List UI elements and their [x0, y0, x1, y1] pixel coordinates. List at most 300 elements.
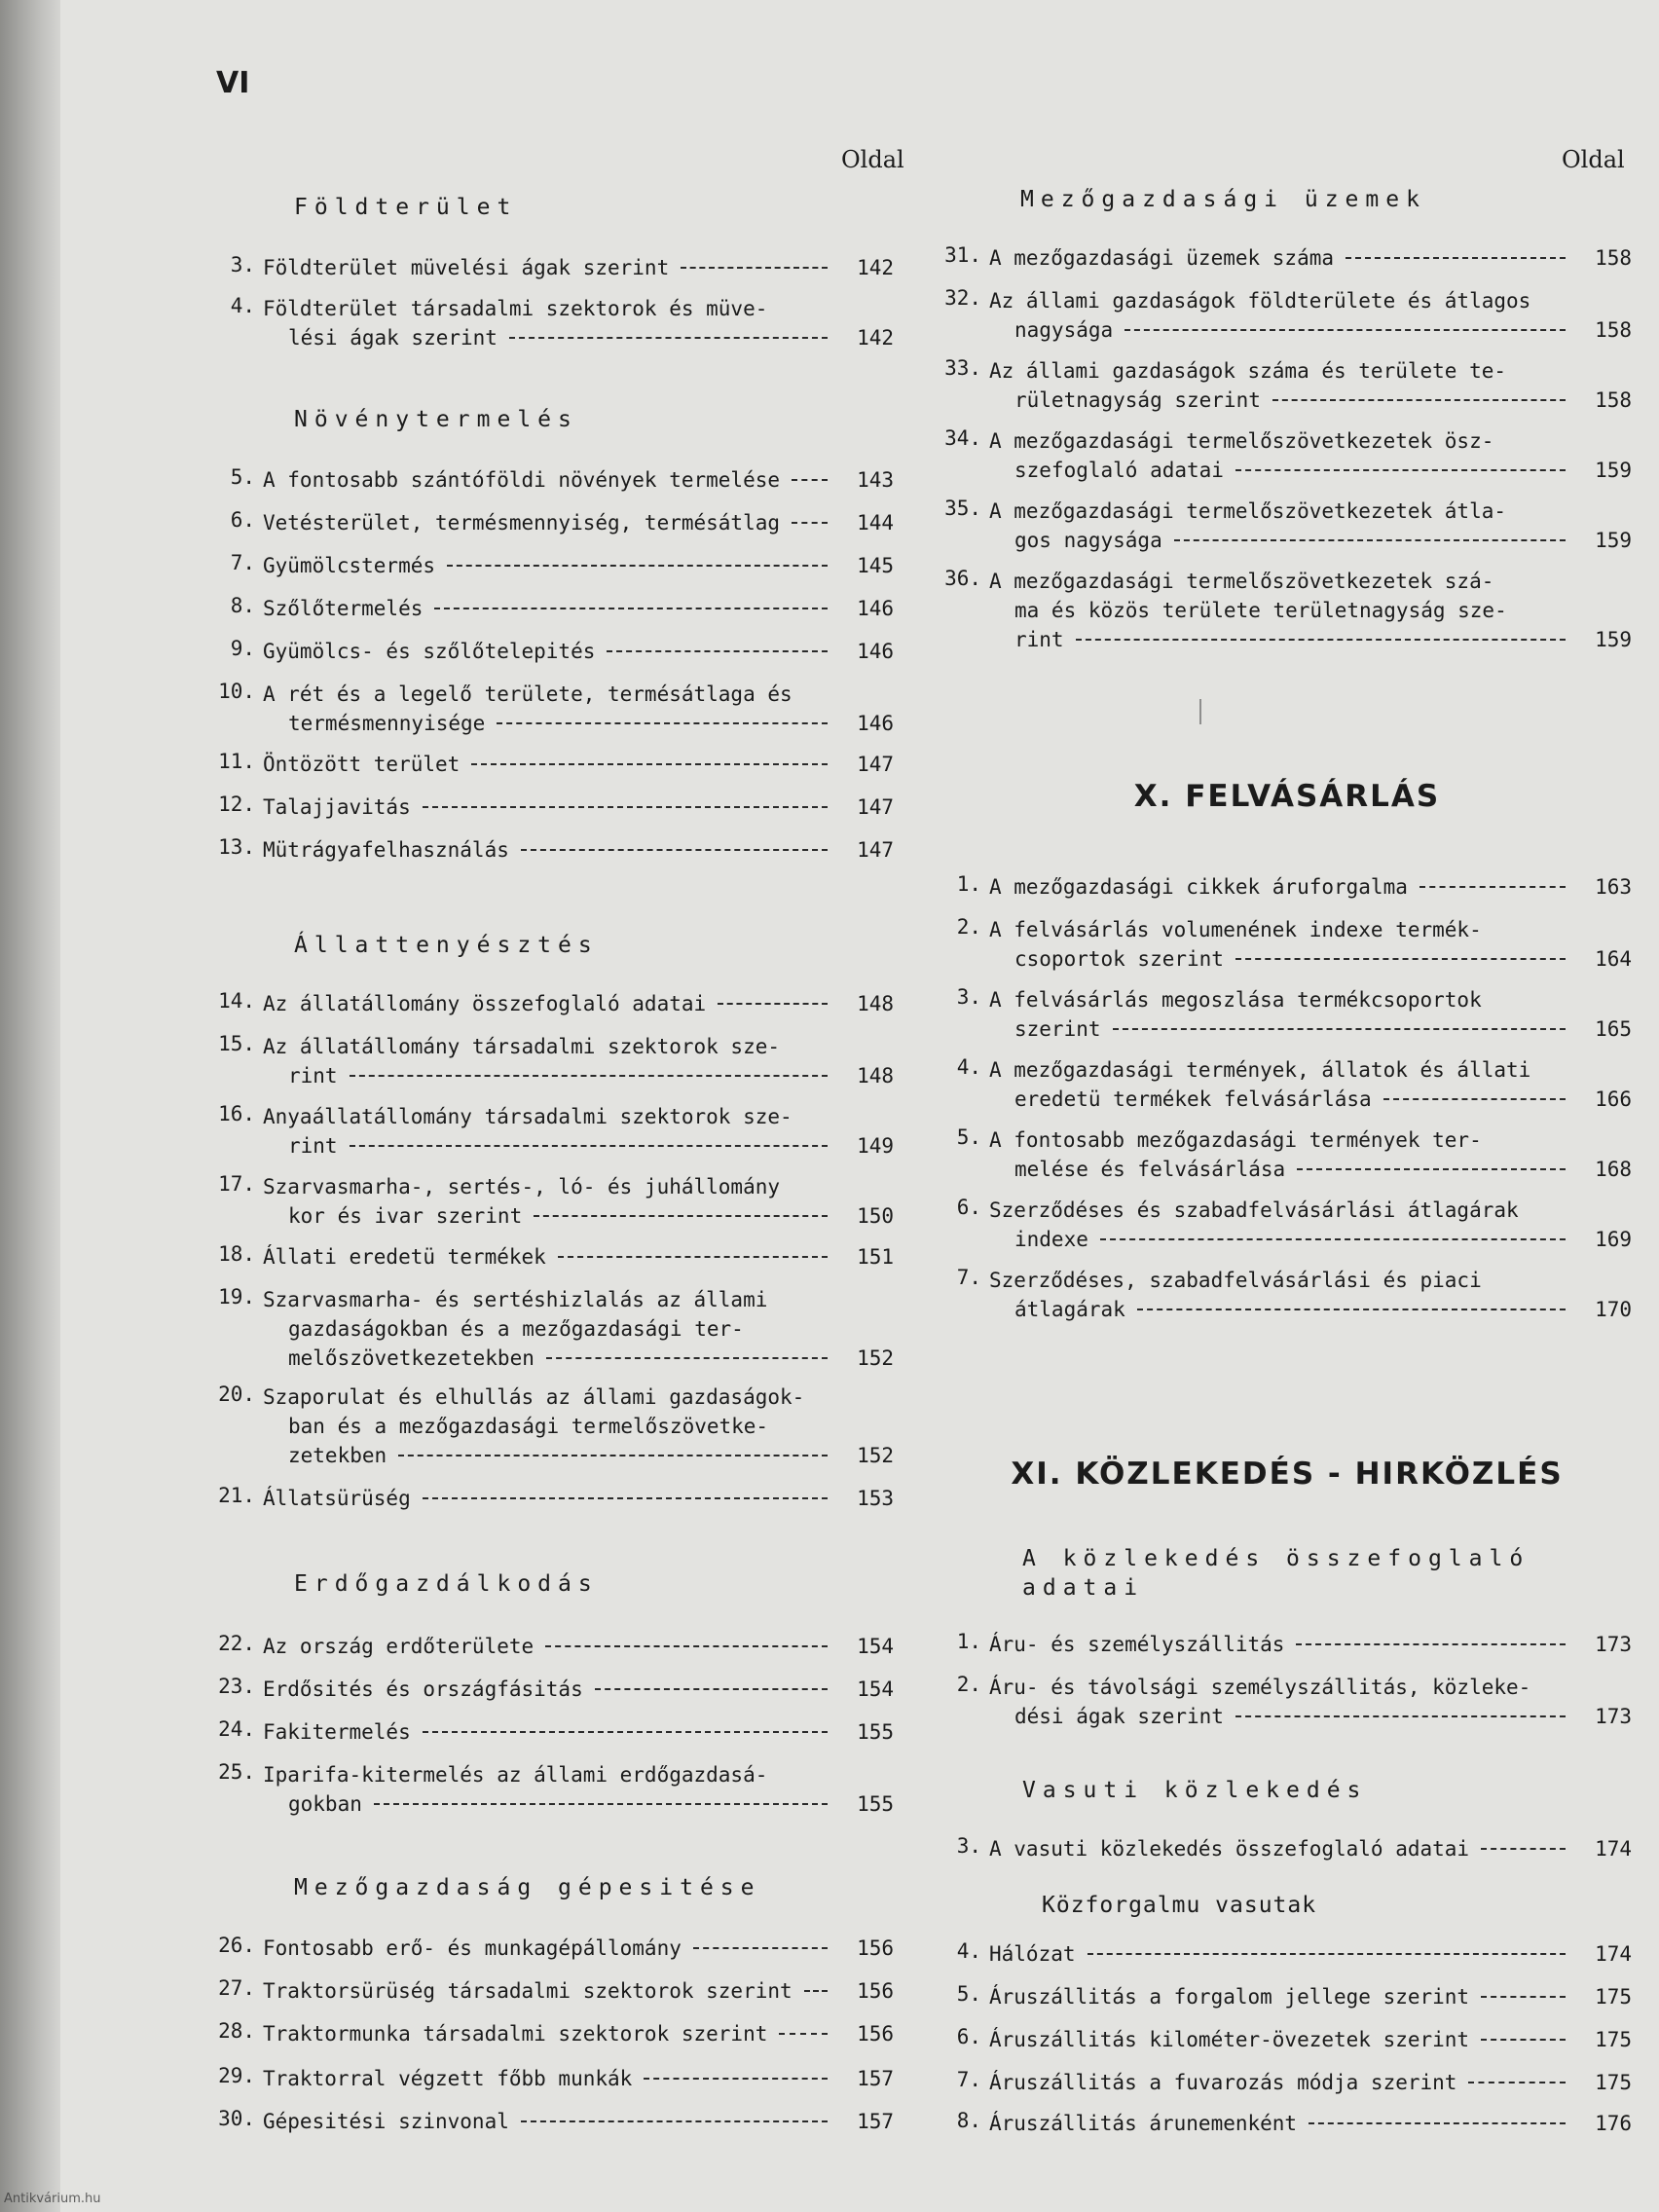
dotted-leader	[1137, 1309, 1566, 1310]
entry-number: 1.	[956, 872, 981, 896]
entry-title-text: lési ágak szerint	[288, 326, 498, 350]
entry-number: 13.	[218, 835, 255, 859]
subsection-title: A közlekedés összefoglaló	[1022, 1546, 1530, 1571]
entry-title-line	[263, 637, 828, 666]
entry-number: 4.	[956, 1939, 981, 1963]
entry-title	[263, 594, 828, 623]
entry-title-line	[263, 709, 828, 738]
entry-title-line	[989, 1939, 1566, 1969]
entry-title	[989, 1939, 1566, 1969]
entry-page-number: 150	[857, 1204, 894, 1228]
entry-title-line	[263, 323, 828, 352]
dotted-leader	[350, 1145, 828, 1147]
entry-title-text: rint	[1014, 628, 1064, 651]
dotted-leader	[1296, 1643, 1566, 1645]
entry-title	[989, 872, 1566, 902]
dotted-leader	[521, 2120, 828, 2122]
entry-number: 16.	[218, 1102, 255, 1125]
dotted-leader	[1346, 257, 1566, 259]
entry-title	[263, 793, 828, 822]
entry-title-line	[263, 2064, 828, 2093]
entry-number: 17.	[218, 1172, 255, 1196]
entry-title-text: Szőlőtermelés	[263, 597, 424, 620]
entry-title	[989, 1125, 1566, 1184]
subsection-title: Vasuti közlekedés	[1022, 1778, 1368, 1803]
entry-number: 35.	[944, 497, 981, 520]
dotted-leader	[1235, 1715, 1566, 1717]
entry-page-number: 142	[857, 256, 894, 279]
entry-title-text: Erdősités és országfásitás	[263, 1677, 583, 1701]
entry-page-number: 169	[1595, 1228, 1632, 1251]
entry-title-line: A felvásárlás megoszlása termékcsoportok	[989, 988, 1482, 1012]
subsection-title: adatai	[1022, 1575, 1145, 1601]
entry-title-text: A mezőgazdasági üzemek száma	[989, 246, 1335, 270]
entry-title	[989, 286, 1566, 345]
entry-title-line: Iparifa-kitermelés az állami erdőgazdasá-	[263, 1763, 768, 1787]
entry-title	[989, 356, 1566, 415]
entry-title-text: Vetésterület, termésmennyiség, termésátlag	[263, 511, 781, 535]
entry-title	[989, 1834, 1566, 1863]
entry-title-text: A mezőgazdasági cikkek áruforgalma	[989, 875, 1408, 899]
entry-title-text: Fontosabb erő- és munkagépállomány	[263, 1936, 682, 1960]
entry-page-number: 145	[857, 554, 894, 577]
entry-title-line: A mezőgazdasági termelőszövetkezetek átla-	[989, 499, 1507, 523]
dotted-leader	[1468, 2082, 1566, 2083]
entry-page-number: 157	[857, 2067, 894, 2090]
entry-page-number: 159	[1595, 529, 1632, 552]
entry-number: 18.	[218, 1242, 255, 1266]
entry-page-number: 157	[857, 2110, 894, 2133]
entry-title	[263, 508, 828, 537]
entry-title-line: Szarvasmarha- és sertéshizlalás az állami	[263, 1288, 768, 1311]
entry-title	[263, 1717, 828, 1747]
entry-page-number: 165	[1595, 1017, 1632, 1041]
entry-title-line: A felvásárlás volumenének indexe termék-	[989, 918, 1482, 941]
entry-title-text: melése és felvásárlása	[1014, 1158, 1286, 1181]
entry-title	[263, 1172, 828, 1231]
entry-number: 24.	[218, 1717, 255, 1741]
watermark: Antikvárium.hu	[4, 2192, 101, 2206]
entry-title	[263, 294, 828, 352]
entry-title-text: Gépesitési szinvonal	[263, 2110, 509, 2133]
entry-page-number: 175	[1595, 1985, 1632, 2009]
dotted-leader	[398, 1455, 828, 1456]
entry-title-line	[989, 1155, 1566, 1184]
section-title: Erdőgazdálkodás	[294, 1571, 599, 1597]
entry-number: 28.	[218, 2019, 255, 2043]
dotted-leader	[545, 1645, 828, 1647]
entry-title-line	[263, 1976, 828, 2006]
entry-number: 6.	[956, 1196, 981, 1219]
entry-page-number: 151	[857, 1245, 894, 1269]
entry-title	[263, 1632, 828, 1661]
dotted-leader	[792, 522, 828, 524]
entry-page-number: 146	[857, 712, 894, 735]
entry-title-line	[989, 1085, 1566, 1114]
dotted-leader	[792, 479, 828, 481]
entry-title-text: A fontosabb szántóföldi növények termelése	[263, 468, 781, 492]
entry-page-number: 173	[1595, 1633, 1632, 1656]
entry-title	[989, 497, 1566, 555]
dotted-leader	[423, 1731, 828, 1733]
entry-title-line	[263, 1789, 828, 1819]
entry-number: 23.	[218, 1675, 255, 1698]
entry-title-line: Szerződéses és szabadfelvásárlási átlagárak	[989, 1198, 1519, 1222]
dotted-leader	[1272, 399, 1566, 401]
entry-title-line	[263, 793, 828, 822]
entry-page-number: 164	[1595, 947, 1632, 971]
entry-title-line: Anyaállatállomány társadalmi szektorok sze-	[263, 1105, 793, 1128]
entry-page-number: 158	[1595, 318, 1632, 342]
entry-title-line	[263, 835, 828, 865]
entry-title	[263, 1382, 828, 1470]
entry-number: 34.	[944, 426, 981, 450]
dotted-leader	[1113, 1028, 1566, 1030]
entry-title-text: Traktorral végzett főbb munkák	[263, 2067, 633, 2090]
dotted-leader	[595, 1688, 828, 1690]
entry-title-line	[263, 2019, 828, 2048]
entry-title-line	[263, 253, 828, 282]
entry-title	[989, 985, 1566, 1044]
entry-number: 3.	[230, 253, 255, 276]
entry-title-line	[263, 465, 828, 495]
dotted-leader	[1076, 639, 1566, 641]
entry-page-number: 175	[1595, 2071, 1632, 2094]
entry-title-text: Állati eredetü termékek	[263, 1245, 546, 1269]
entry-page-number: 168	[1595, 1158, 1632, 1181]
entry-title-text: termésmennyisége	[288, 712, 486, 735]
dotted-leader	[509, 337, 828, 339]
entry-page-number: 142	[857, 326, 894, 350]
entry-number: 20.	[218, 1382, 255, 1406]
entry-number: 7.	[956, 1266, 981, 1289]
entry-title-line: ma és közös területe területnagyság sze-	[1014, 599, 1507, 622]
entry-title	[989, 915, 1566, 974]
entry-title	[989, 1055, 1566, 1114]
entry-title	[263, 680, 828, 738]
entry-page-number: 146	[857, 597, 894, 620]
entry-title	[263, 253, 828, 282]
entry-page-number: 155	[857, 1720, 894, 1744]
entry-number: 32.	[944, 286, 981, 310]
entry-page-number: 159	[1595, 459, 1632, 482]
dotted-leader	[374, 1803, 828, 1805]
entry-title-line	[263, 508, 828, 537]
entry-title-line	[263, 1484, 828, 1513]
entry-page-number: 148	[857, 1064, 894, 1088]
entry-number: 7.	[956, 2068, 981, 2091]
entry-title-text: Áru- és személyszállitás	[989, 1633, 1285, 1656]
entry-title-text: gos nagysága	[1014, 529, 1162, 552]
dotted-leader	[434, 608, 828, 609]
entry-title-text: kor és ivar szerint	[288, 1204, 523, 1228]
entry-title-text: rint	[288, 1064, 338, 1088]
entry-title-text: melőszövetkezetekben	[288, 1346, 535, 1370]
entry-page-number: 174	[1595, 1942, 1632, 1966]
entry-page-number: 163	[1595, 875, 1632, 899]
entry-title-line: Szarvasmarha-, sertés-, ló- és juhállomány	[263, 1175, 781, 1198]
entry-title	[263, 1675, 828, 1704]
dotted-leader	[607, 650, 828, 652]
entry-title-text: Gyümölcs- és szőlőtelepités	[263, 640, 596, 663]
dotted-leader	[1235, 958, 1566, 960]
dotted-leader	[1309, 2122, 1566, 2124]
dotted-leader	[471, 763, 828, 765]
entry-number: 5.	[956, 1125, 981, 1149]
entry-title-line: Az állami gazdaságok földterülete és átlagos	[989, 289, 1531, 313]
entry-title	[263, 465, 828, 495]
entry-title-text: Az állatállomány összefoglaló adatai	[263, 992, 707, 1015]
entry-title-line	[263, 1242, 828, 1272]
dotted-leader	[1481, 2039, 1566, 2041]
dotted-leader	[1235, 469, 1566, 471]
entry-title-line: ban és a mezőgazdasági termelőszövetke-	[288, 1415, 769, 1438]
entry-title	[263, 637, 828, 666]
entry-page-number: 146	[857, 640, 894, 663]
entry-title	[263, 1102, 828, 1161]
dotted-leader	[681, 267, 828, 269]
entry-number: 33.	[944, 356, 981, 380]
dotted-leader	[718, 1003, 828, 1005]
dotted-leader	[1124, 329, 1566, 331]
entry-number: 5.	[956, 1982, 981, 2006]
entry-number: 22.	[218, 1632, 255, 1655]
entry-page-number: 148	[857, 992, 894, 1015]
entry-number: 12.	[218, 793, 255, 816]
entry-title	[263, 1976, 828, 2006]
entry-title-text: Áruszállitás a forgalom jellege szerint	[989, 1985, 1470, 2009]
dotted-leader	[1100, 1238, 1566, 1240]
entry-page-number: 158	[1595, 246, 1632, 270]
entry-title-line	[989, 2025, 1566, 2054]
entry-number: 27.	[218, 1976, 255, 2000]
entry-title-text: rint	[288, 1134, 338, 1158]
entry-title-line: gazdaságokban és a mezőgazdasági ter-	[288, 1317, 744, 1341]
section-title: Állattenyésztés	[294, 933, 599, 958]
entry-title	[263, 1484, 828, 1513]
entry-page-number: 155	[857, 1792, 894, 1816]
entry-title-line: A mezőgazdasági termények, állatok és állati	[989, 1058, 1531, 1082]
entry-page-number: 143	[857, 468, 894, 492]
entry-title-text: indexe	[1014, 1228, 1088, 1251]
entry-title	[989, 1196, 1566, 1254]
page-number: VI	[216, 66, 250, 100]
entry-number: 21.	[218, 1484, 255, 1507]
entry-number: 2.	[956, 1673, 981, 1696]
entry-title-line	[263, 1344, 828, 1373]
entry-page-number: 156	[857, 1979, 894, 2003]
section-title: Mezőgazdasági üzemek	[1020, 187, 1426, 212]
entry-title-line	[263, 1675, 828, 1704]
dotted-leader	[1174, 539, 1566, 541]
dotted-leader	[804, 1990, 828, 1992]
entry-title-line: Az állatállomány társadalmi szektorok sze-	[263, 1035, 781, 1058]
entry-title-line	[989, 1630, 1566, 1659]
entry-number: 3.	[956, 985, 981, 1009]
dotted-leader	[1419, 886, 1566, 888]
entry-page-number: 154	[857, 1635, 894, 1658]
entry-page-number: 176	[1595, 2112, 1632, 2135]
entry-number: 36.	[944, 567, 981, 590]
entry-title	[263, 2019, 828, 2048]
entry-number: 8.	[230, 594, 255, 617]
entry-title	[263, 989, 828, 1018]
entry-title-line: Áru- és távolsági személyszállitás, közleke-	[989, 1676, 1531, 1699]
entry-title	[989, 567, 1566, 654]
entry-title-text: Az ország erdőterülete	[263, 1635, 535, 1658]
entry-title	[263, 1242, 828, 1272]
entry-page-number: 174	[1595, 1837, 1632, 1861]
page-column-header-right: Oldal	[1562, 146, 1625, 173]
entry-number: 2.	[956, 915, 981, 939]
dotted-leader	[1088, 1953, 1566, 1955]
dotted-leader	[534, 1215, 828, 1217]
entry-title-line	[989, 456, 1566, 485]
entry-title	[989, 1982, 1566, 2011]
dotted-leader	[693, 1947, 828, 1949]
entry-title	[989, 426, 1566, 485]
entry-page-number: 158	[1595, 388, 1632, 412]
entry-title-text: Traktormunka társadalmi szektorok szerint	[263, 2022, 768, 2046]
entry-title-text: átlagárak	[1014, 1298, 1125, 1321]
entry-page-number: 153	[857, 1487, 894, 1510]
entry-title	[263, 2064, 828, 2093]
section-title: Földterület	[294, 195, 518, 220]
entry-number: 5.	[230, 465, 255, 489]
entry-title-line	[263, 1934, 828, 1963]
entry-title-text: gokban	[288, 1792, 362, 1816]
entry-title-line	[989, 944, 1566, 974]
entry-page-number: 147	[857, 838, 894, 862]
entry-title-text: szefoglaló adatai	[1014, 459, 1224, 482]
entry-number: 4.	[956, 1055, 981, 1079]
entry-page-number: 175	[1595, 2028, 1632, 2051]
entry-title-line	[263, 2107, 828, 2136]
entry-title-line	[263, 1201, 828, 1231]
scan-mark	[1199, 699, 1201, 724]
entry-title-text: dési ágak szerint	[1014, 1705, 1224, 1728]
entry-title-line: A fontosabb mezőgazdasági termények ter-	[989, 1128, 1482, 1152]
entry-title-text: Fakitermelés	[263, 1720, 411, 1744]
entry-title-line	[989, 2068, 1566, 2097]
entry-page-number: 156	[857, 1936, 894, 1960]
entry-page-number: 170	[1595, 1298, 1632, 1321]
entry-title-line: Szaporulat és elhullás az állami gazdaságok-	[263, 1385, 805, 1409]
entry-title	[263, 835, 828, 865]
entry-title	[989, 2068, 1566, 2097]
entry-page-number: 173	[1595, 1705, 1632, 1728]
entry-title-text: Állatsürüség	[263, 1487, 411, 1510]
entry-title-line	[989, 1982, 1566, 2011]
page-column-header-left: Oldal	[841, 146, 904, 173]
entry-title	[989, 2025, 1566, 2054]
entry-title-line	[989, 1225, 1566, 1254]
entry-page-number: 149	[857, 1134, 894, 1158]
entry-page-number: 154	[857, 1677, 894, 1701]
entry-title	[989, 1673, 1566, 1731]
entry-title-line	[989, 2109, 1566, 2138]
entry-title-text: zetekben	[288, 1444, 387, 1467]
entry-number: 6.	[956, 2025, 981, 2048]
entry-number: 14.	[218, 989, 255, 1013]
dotted-leader	[1481, 1996, 1566, 1998]
entry-title-line	[989, 1295, 1566, 1324]
entry-title-text: eredetü termékek felvásárlása	[1014, 1088, 1372, 1111]
entry-title-line	[263, 594, 828, 623]
entry-title-line: A mezőgazdasági termelőszövetkezetek ösz-	[989, 429, 1494, 453]
dotted-leader	[497, 722, 828, 724]
entry-title-line	[989, 315, 1566, 345]
entry-number: 31.	[944, 243, 981, 267]
entry-title-line	[989, 625, 1566, 654]
entry-number: 26.	[218, 1934, 255, 1957]
dotted-leader	[423, 1497, 828, 1499]
entry-title-line: A rét és a legelő területe, termésátlaga és	[263, 682, 793, 706]
entry-title-text: Áruszállitás árunemenként	[989, 2112, 1298, 2135]
entry-title	[989, 1630, 1566, 1659]
dotted-leader	[350, 1075, 828, 1077]
entry-title-text: rületnagyság szerint	[1014, 388, 1261, 412]
scan-binding-shadow	[0, 0, 60, 2212]
entry-title-text: Mütrágyafelhasználás	[263, 838, 509, 862]
entry-page-number: 147	[857, 795, 894, 819]
entry-title	[263, 1760, 828, 1819]
dotted-leader	[644, 2078, 828, 2080]
entry-number: 15.	[218, 1032, 255, 1055]
dotted-leader	[521, 849, 828, 851]
entry-number: 9.	[230, 637, 255, 660]
section-title: Mezőgazdaság gépesitése	[294, 1875, 761, 1900]
entry-title-text: Áruszállitás kilométer-övezetek szerint	[989, 2028, 1470, 2051]
entry-title-text: A vasuti közlekedés összefoglaló adatai	[989, 1837, 1470, 1861]
entry-page-number: 166	[1595, 1088, 1632, 1111]
entry-title-line	[263, 989, 828, 1018]
dotted-leader	[558, 1256, 828, 1258]
entry-number: 6.	[230, 508, 255, 532]
entry-title-text: szerint	[1014, 1017, 1101, 1041]
dotted-leader	[1297, 1168, 1566, 1170]
entry-number: 10.	[218, 680, 255, 703]
entry-title-text: Traktorsürüség társadalmi szektorok szerint	[263, 1979, 793, 2003]
entry-number: 8.	[956, 2109, 981, 2132]
dotted-leader	[447, 565, 828, 567]
entry-title	[989, 1266, 1566, 1324]
entry-title-line	[263, 1061, 828, 1090]
entry-number: 3.	[956, 1834, 981, 1858]
entry-title-text: Gyümölcstermés	[263, 554, 436, 577]
entry-page-number: 156	[857, 2022, 894, 2046]
entry-number: 29.	[218, 2064, 255, 2087]
entry-title	[989, 243, 1566, 273]
entry-number: 7.	[230, 551, 255, 574]
entry-number: 30.	[218, 2107, 255, 2130]
entry-title-line	[263, 1441, 828, 1470]
entry-title	[263, 1934, 828, 1963]
entry-title-line: Földterület társadalmi szektorok és müve-	[263, 297, 768, 320]
entry-title-text: Áruszállitás a fuvarozás módja szerint	[989, 2071, 1457, 2094]
entry-number: 11.	[218, 750, 255, 773]
entry-title-line: Az állami gazdaságok száma és területe te-	[989, 359, 1507, 383]
entry-title-line	[989, 872, 1566, 902]
entry-title-text: csoportok szerint	[1014, 947, 1224, 971]
entry-title	[989, 2109, 1566, 2138]
entry-page-number: 152	[857, 1346, 894, 1370]
dotted-leader	[546, 1357, 828, 1359]
entry-title	[263, 551, 828, 580]
entry-title-line	[263, 551, 828, 580]
entry-title-text: Hálózat	[989, 1942, 1076, 1966]
entry-title-line	[989, 1702, 1566, 1731]
